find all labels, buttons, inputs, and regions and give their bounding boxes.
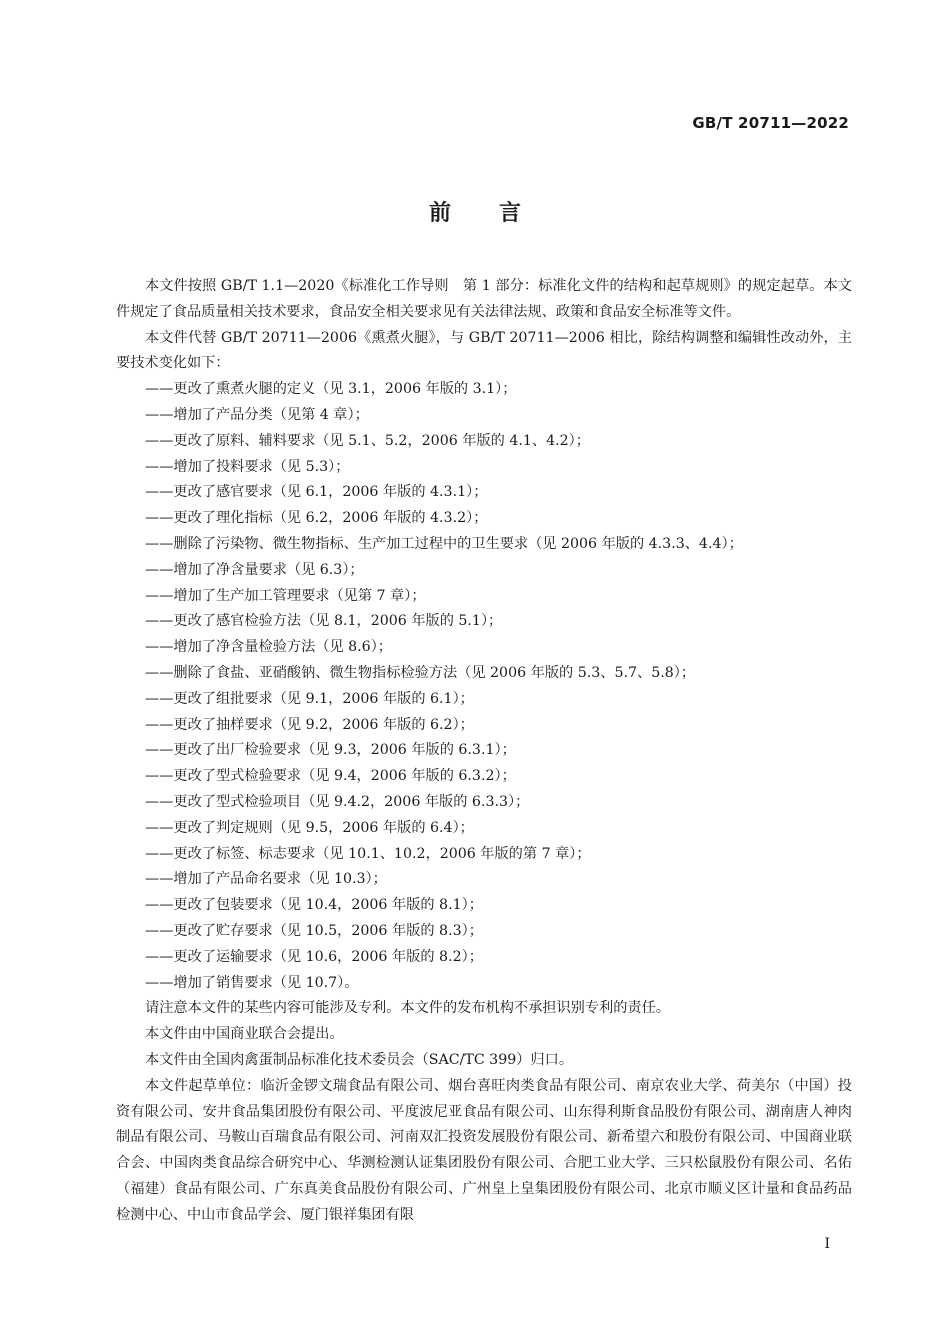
- paragraph: 本文件按照 GB/T 1.1—2020《标准化工作导则 第 1 部分：标准化文件的结构和起草规则》的规定起草。本文件规定了食品质量相关技术要求，食品安全相关要求见有关法律法规、政策和食品安全标准等文件。: [116, 278, 852, 320]
- list-item: ——更改了组批要求（见 9.1，2006 年版的 6.1）；: [145, 690, 474, 707]
- list-item: ——增加了产品分类（见第 4 章）；: [145, 406, 369, 423]
- list-item: ——增加了净含量检验方法（见 8.6）；: [145, 639, 392, 656]
- list-item: ——更改了型式检验要求（见 9.4，2006 年版的 6.3.2）；: [145, 768, 516, 785]
- list-item: ——更改了感官检验方法（见 8.1，2006 年版的 5.1）；: [145, 613, 503, 630]
- list-item: ——更改了判定规则（见 9.5，2006 年版的 6.4）；: [145, 819, 474, 836]
- list-item: ——更改了原料、辅料要求（见 5.1、5.2，2006 年版的 4.1、4.2）；: [145, 432, 590, 449]
- list-item: ——更改了抽样要求（见 9.2，2006 年版的 6.2）；: [145, 716, 474, 733]
- list-item: ——增加了生产加工管理要求（见第 7 章）；: [145, 587, 426, 604]
- page-number: I: [824, 1236, 830, 1252]
- patent-notice: 请注意本文件的某些内容可能涉及专利。本文件的发布机构不承担识别专利的责任。: [145, 1000, 670, 1017]
- list-item: ——删除了食盐、亚硝酸钠、微生物指标检验方法（见 2006 年版的 5.3、5.7、5.8）；: [145, 664, 696, 681]
- list-item: ——更改了感官要求（见 6.1，2006 年版的 4.3.1）；: [145, 484, 488, 501]
- committee-statement: 本文件由全国肉禽蛋制品标准化技术委员会（SAC/TC 399）归口。: [145, 1051, 574, 1068]
- list-item: ——增加了销售要求（见 10.7）。: [145, 974, 359, 991]
- list-item: ——更改了熏煮火腿的定义（见 3.1，2006 年版的 3.1）；: [145, 381, 517, 398]
- list-item: ——更改了标签、标志要求（见 10.1、10.2，2006 年版的第 7 章）；: [145, 845, 591, 862]
- list-item: ——增加了投料要求（见 5.3）；: [145, 458, 350, 475]
- list-item: ——更改了型式检验项目（见 9.4.2，2006 年版的 6.3.3）；: [145, 793, 530, 810]
- list-item: ——增加了产品命名要求（见 10.3）；: [145, 871, 387, 888]
- list-item: ——更改了贮存要求（见 10.5，2006 年版的 8.3）；: [145, 922, 483, 939]
- standard-number: GB/T 20711—2022: [692, 114, 849, 132]
- technical-changes-list: [116, 377, 852, 996]
- list-item: ——更改了包装要求（见 10.4，2006 年版的 8.1）；: [145, 897, 483, 914]
- proposer-statement: 本文件由中国商业联合会提出。: [145, 1026, 344, 1043]
- list-item: ——更改了理化指标（见 6.2，2006 年版的 4.3.2）；: [145, 510, 488, 527]
- list-item: ——增加了净含量要求（见 6.3）；: [145, 561, 364, 578]
- list-item: ——更改了运输要求（见 10.6，2006 年版的 8.2）；: [145, 948, 483, 965]
- paragraph: 本文件代替 GB/T 20711—2006《熏煮火腿》，与 GB/T 20711—2006 相比，除结构调整和编辑性改动外，主要技术变化如下：: [116, 329, 852, 372]
- page-title: 前言: [428, 201, 569, 226]
- list-item: ——更改了出厂检验要求（见 9.3，2006 年版的 6.3.1）；: [145, 742, 516, 759]
- list-item: ——删除了污染物、微生物指标、生产加工过程中的卫生要求（见 2006 年版的 4.3.3、4.4）；: [145, 535, 743, 552]
- foreword-body: [116, 274, 852, 1228]
- drafting-units: 本文件起草单位：临沂金锣文瑞食品有限公司、烟台喜旺肉类食品有限公司、南京农业大学、荷美尔（中国）投资有限公司、安井食品集团股份有限公司、平度波尼亚食品有限公司、山东得利斯食品股份有限公司、湖南唐人神肉制品有限公司、马鞍山百瑞食品有限公司、河南双汇投资发展股份有限公司、新希望六和股份有限公司、中国商业联合会、中国肉类食品综合研究中心、华测检测认证集团股份有限公司、合肥工业大学、三只松鼠股份有限公司、名佑（福建）食品有限公司、广东真美食品股份有限公司、广州皇上皇集团股份有限公司、北京市顺义区计量和食品药品检测中心、中山市食品学会、厦门银祥集团有限: [116, 1077, 852, 1223]
